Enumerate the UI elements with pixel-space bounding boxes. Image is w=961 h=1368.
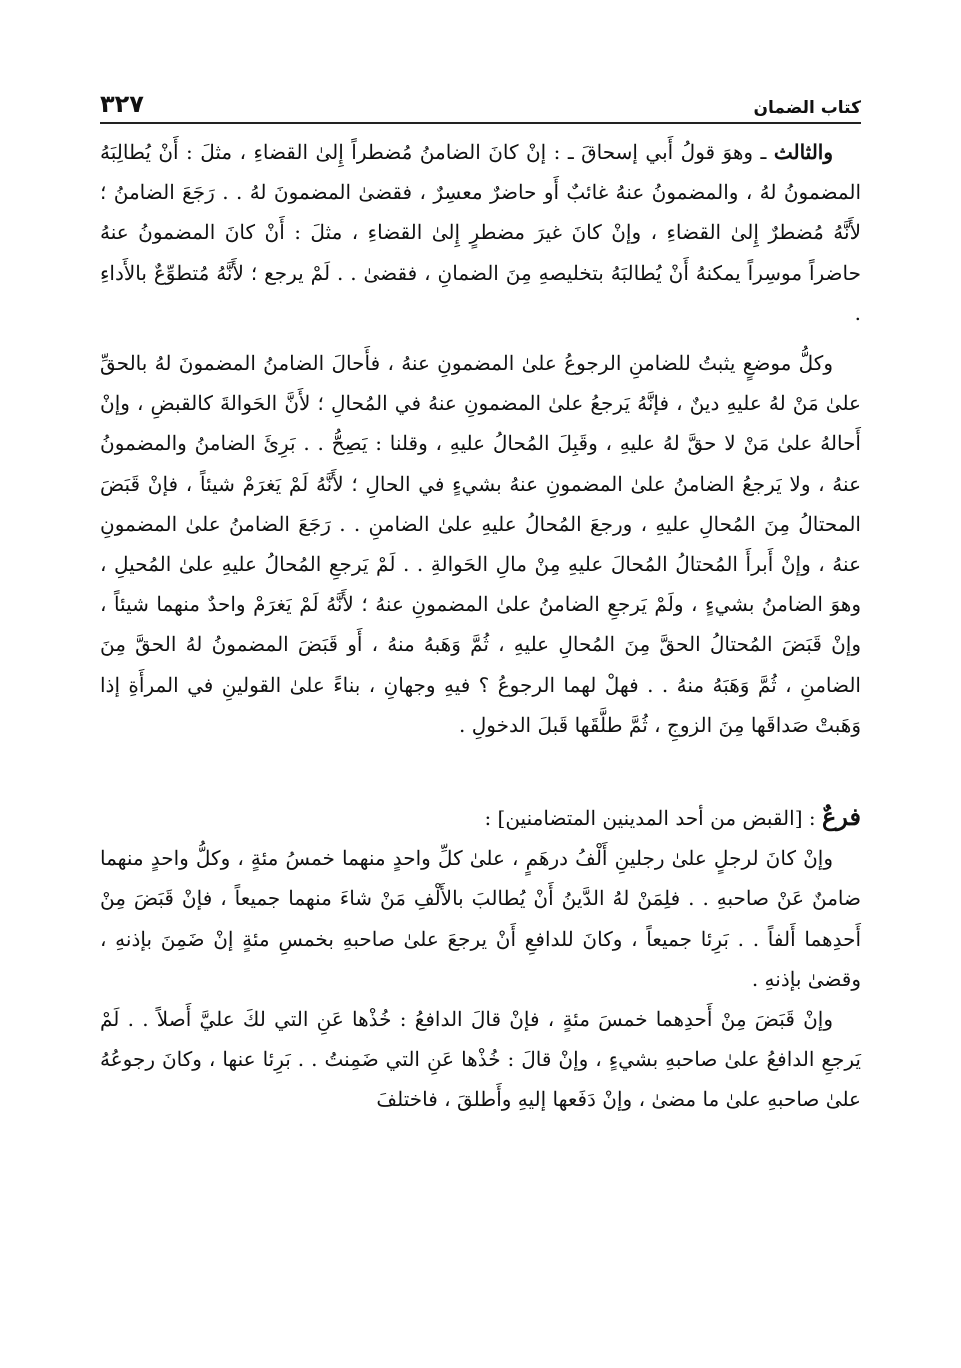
section-heading-title: : [القبض من أحد المدينين المتضامنين] :: [484, 806, 816, 831]
spacer: [100, 333, 861, 343]
paragraph-two-debtors: وإنْ كانَ لرجلٍ علىٰ رجلينِ أَلْفُ درهَمٍ ، علىٰ كلِّ واحدٍ منهما خمسُ مئةٍ ، وكلُّ واحدٍ منهما ضامنٌ عَنْ صاحبهِ . . فلِمَنْ لهُ الدَّينُ أَنْ يُطالبَ بالأَلْفِ مَنْ شاءَ منهما جميعاً ، فإنْ قَبَضَ مِنْ أَحدِهما أَلفاً . . بَرِئا جميعاً ، وكانَ للدافعِ أَنْ يرجعَ علىٰ صاحبهِ بخمسِ مئةٍ إنْ ضَمِنَ بإذنهِ ، وقضىٰ بإذنهِ .: [100, 846, 861, 991]
book-title: كتاب الضمان: [753, 98, 861, 118]
paragraph-third-opinion: [100, 132, 861, 333]
paragraph-lead-word: والثالث: [773, 140, 834, 164]
paragraph-partial-payment: وإنْ قَبَضَ مِنْ أَحدِهما خمسَ مئةٍ ، فإنْ قالَ الدافعُ : خُذْها عَنِ التي لكَ عليَّ أَصلاً . . لَمْ يَرجعِ الدافعُ علىٰ صاحبهِ بشيءٍ ، وإنْ قالَ : خُذْها عَنِ التي ضَمِنتُ . . بَرِئا عنها ، وكانَ رجوعُهُ علىٰ صاحبهِ علىٰ ما مضىٰ ، وإنْ دَفَعها إليهِ وأَطلقَ ، فاختلفَ: [100, 1007, 861, 1112]
spacer: [100, 745, 861, 797]
header-divider: [100, 122, 861, 124]
page-body: [100, 132, 861, 1120]
section-heading: [100, 797, 861, 838]
paragraph-transfer-rule: وكلُّ موضعٍ يثبتُ للضامنِ الرجوعُ علىٰ المضمونِ عنهُ ، فأَحالَ الضامنُ المضمونَ لهُ بالحقِّ علىٰ مَنْ لهُ عليهِ دينٌ ، فإنَّهُ يَرجعُ علىٰ المضمونِ عنهُ في المُحالِ ؛ لأَنَّ الحَوالةَ كالقبضِ ، وإنْ أَحالهُ علىٰ مَنْ لا حقَّ لهُ عليهِ ، وقَبِلَ المُحالُ عليهِ ، وقلنا : يَصِحُّ . . بَرِئَ الضامنُ والمضمونُ عنهُ ، ولا يَرجعُ الضامنُ علىٰ المضمونِ عنهُ بشيءٍ في الحالِ ؛ لأَنَّهُ لَمْ يَغرَمْ شيئاً ، فإنْ قَبَضَ المحتالُ مِنَ المُحالِ عليهِ ، ورجعَ المُحالُ عليهِ علىٰ الضامنِ . . رَجَعَ الضامنُ علىٰ المضمونِ عنهُ ، وإنْ أَبرأَ المُحتالُ المُحالَ عليهِ مِنْ مالِ الحَوالةِ . . لَمْ يَرجعِ المُحالُ عليهِ علىٰ المُحيلِ ، وهوَ الضامنُ بشيءٍ ، ولَمْ يَرجعِ الضامنُ علىٰ المضمونِ عنهُ ؛ لأَنَّهُ لَمْ يَغرَمْ واحدٌ منهما شيئاً ، وإنْ قَبَضَ المُحتالُ الحقَّ مِنَ المُحالِ عليهِ ، ثُمَّ وَهَبهُ منهُ ، أَو قَبَضَ المضمونُ لهُ الحقَّ مِنَ الضامنِ ، ثُمَّ وَهَبَهُ منهُ . . فهلْ لهما الرجوعُ ؟ فيهِ وجهانِ ، بناءً علىٰ القولينِ في المرأَةِ إذا وَهَبتْ صَداقَها مِنَ الزوجِ ، ثُمَّ طلَّقَها قَبلَ الدخولِ .: [100, 351, 861, 737]
page-number: ٣٢٧: [100, 90, 144, 118]
page-header: [100, 82, 861, 118]
section-heading-word: فرعٌ: [821, 802, 861, 832]
paragraph-text: ـ وهوَ قولُ أَبي إسحاقَ ـ : إنْ كانَ الضامنُ مُضطراً إِلىٰ القضاءِ ، مثلَ : أَنْ يُطالِبَهُ المضمونُ لهُ ، والمضمونُ عنهُ غائبٌ أَو حاضرٌ معسِرٌ ، فقضىٰ المضمونَ لهُ . . رَجَعَ الضامنُ ؛ لأَنَّهُ مُضطرٌ إِلىٰ القضاءِ ، وإنْ كانَ غيرَ مضطرٍ إِلىٰ القضاءِ ، مثلَ : أَنْ كانَ المضمونُ عنهُ حاضراً موسِراً يمكنهُ أَنْ يُطالبَهُ بتخليصهِ مِنَ الضمانِ ، فقضىٰ . . لَمْ يرجع ؛ لأَنَّهُ مُتطوِّعٌ بالأَداءِ .: [100, 140, 861, 325]
